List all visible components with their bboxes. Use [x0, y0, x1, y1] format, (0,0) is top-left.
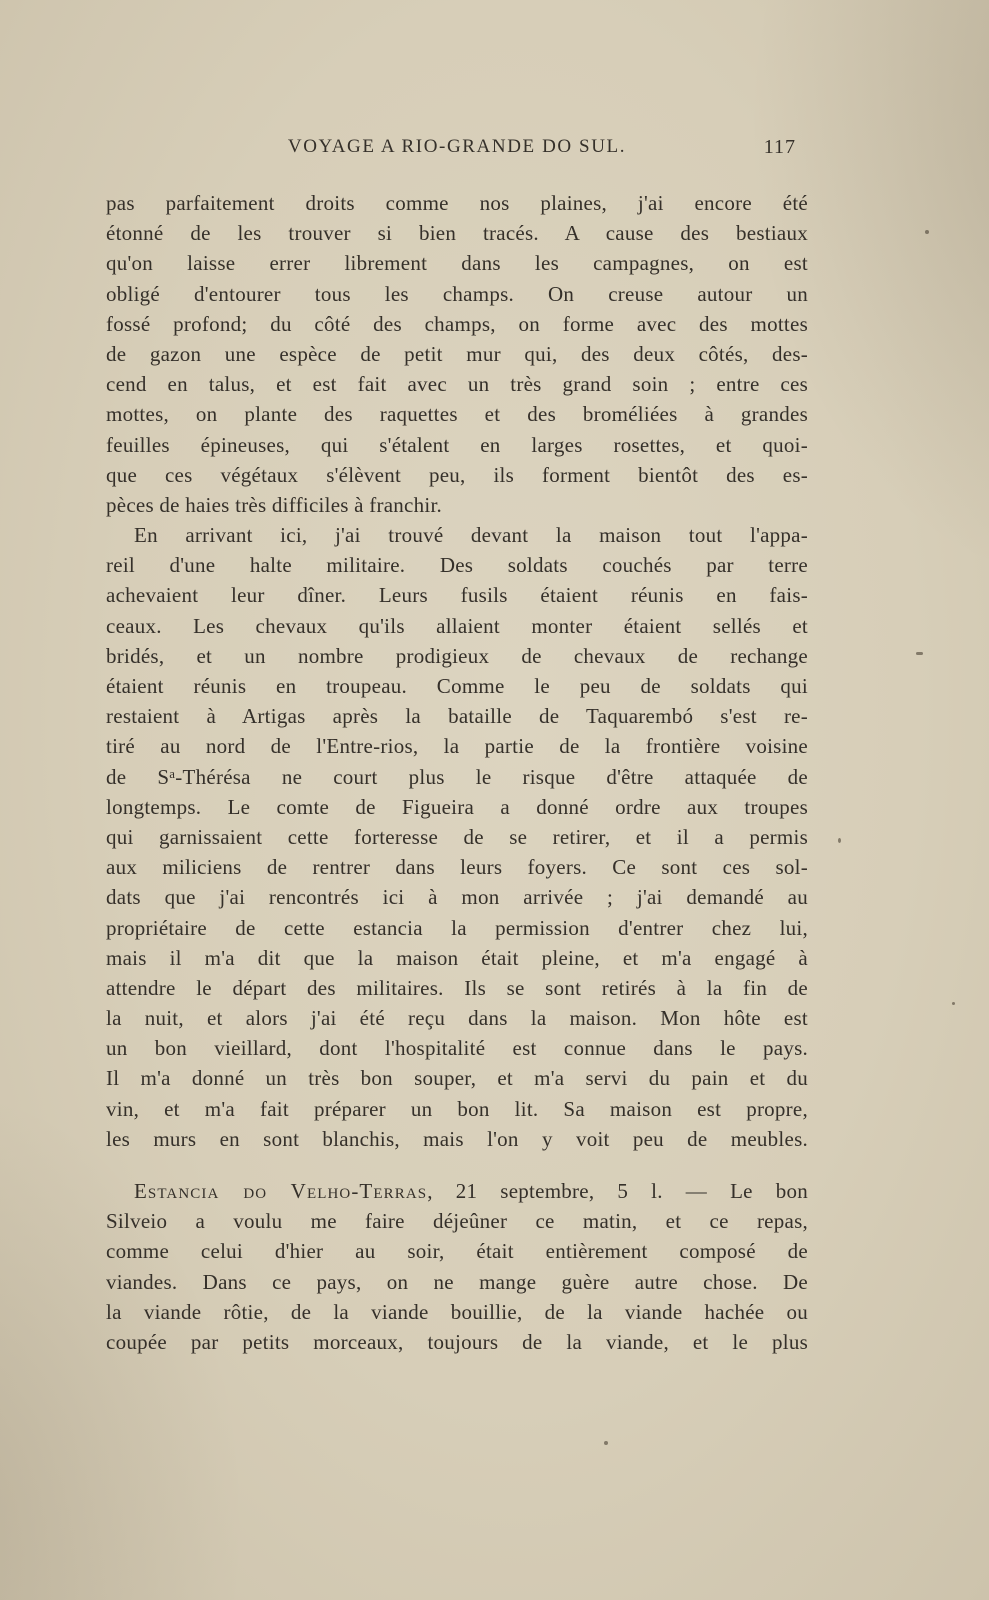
text-line: pèces de haies très difficiles à franchir.	[106, 492, 443, 517]
text-line: comme celui d'hier au soir, était entièrement composé de	[106, 1239, 808, 1264]
text-line: reil d'une halte militaire. Des soldats couchés par terre	[106, 553, 808, 578]
text-line: mais il m'a dit que la maison était pleine, et m'a engagé à	[106, 945, 808, 970]
text-line: cend en talus, et est fait avec un très grand soin ; entre ces	[106, 372, 808, 397]
paper-speck	[604, 1441, 608, 1445]
text-line: de Sᵃ-Thérésa ne court plus le risque d'être attaquée de	[106, 764, 808, 789]
text-line: Il m'a donné un très bon souper, et m'a servi du pain et du	[106, 1066, 808, 1091]
text-line: aux miliciens de rentrer dans leurs foyers. Ce sont ces sol-	[106, 855, 808, 880]
text-line: Silveio a voulu me faire déjeûner ce matin, et ce repas,	[106, 1209, 808, 1234]
paper-speck	[838, 838, 841, 843]
page-number: 117	[763, 136, 796, 158]
paragraph	[106, 188, 808, 520]
text-line: mottes, on plante des raquettes et des broméliées à grandes	[106, 402, 808, 427]
paper-speck	[925, 230, 929, 234]
text-line: de gazon une espèce de petit mur qui, des deux côtés, des-	[106, 341, 808, 366]
text-line: les murs en sont blanchis, mais l'on y voit peu de meubles.	[106, 1126, 808, 1151]
text-line: En arrivant ici, j'ai trouvé devant la maison tout l'appa-	[134, 523, 808, 548]
text-line: étaient réunis en troupeau. Comme le peu de soldats qui	[106, 674, 808, 698]
text-line: pas parfaitement droits comme nos plaines, j'ai encore été	[106, 191, 808, 215]
section-lead: Estancia do Velho-Terras	[134, 1179, 428, 1203]
text-line: longtemps. Le comte de Figueira a donné ordre aux troupes	[106, 794, 808, 819]
text-line-rest: , 21 septembre, 5 l. — Le bon	[427, 1179, 808, 1203]
text-line: la viande rôtie, de la viande bouillie, de la viande hachée ou	[106, 1299, 808, 1324]
text-line: fossé profond; du côté des champs, on forme avec des mottes	[106, 311, 808, 336]
text-line	[106, 1176, 808, 1206]
paragraph	[106, 520, 808, 1154]
text-line: viandes. Dans ce pays, on ne mange guère autre chose. De	[106, 1269, 808, 1294]
text-line: restaient à Artigas après la bataille de Taquarembó s'est re-	[106, 704, 808, 729]
text-line: coupée par petits morceaux, toujours de la viande, et le plus	[106, 1329, 808, 1354]
text-line: un bon vieillard, dont l'hospitalité est connue dans le pays.	[106, 1036, 808, 1061]
text-line: vin, et m'a fait préparer un bon lit. Sa maison est propre,	[106, 1096, 808, 1121]
paragraph	[106, 1176, 808, 1357]
text-line: qui garnissaient cette forteresse de se retirer, et il a permis	[106, 824, 808, 849]
running-title: VOYAGE A RIO-GRANDE DO SUL.	[287, 136, 627, 157]
text-line: qu'on laisse errer librement dans les campagnes, on est	[106, 251, 808, 276]
text-line: obligé d'entourer tous les champs. On creuse autour un	[106, 281, 808, 306]
page-header	[106, 136, 808, 162]
text-line: achevaient leur dîner. Leurs fusils étaient réunis en fais-	[106, 583, 808, 608]
text-line: tiré au nord de l'Entre-rios, la partie de la frontière voisine	[106, 734, 808, 759]
paper-speck	[916, 652, 923, 655]
text-line: ceaux. Les chevaux qu'ils allaient monter étaient sellés et	[106, 613, 808, 638]
text-block	[106, 188, 808, 1357]
text-line: propriétaire de cette estancia la permission d'entrer chez lui,	[106, 915, 808, 940]
text-line: la nuit, et alors j'ai été reçu dans la maison. Mon hôte est	[106, 1006, 808, 1031]
text-line: dats que j'ai rencontrés ici à mon arrivée ; j'ai demandé au	[106, 885, 808, 910]
text-line: étonné de les trouver si bien tracés. A cause des bestiaux	[106, 221, 808, 246]
text-line: que ces végétaux s'élèvent peu, ils forment bientôt des es-	[106, 462, 808, 487]
paper-speck	[952, 1002, 955, 1005]
text-line: attendre le départ des militaires. Ils se sont retirés à la fin de	[106, 975, 808, 1000]
text-line: bridés, et un nombre prodigieux de chevaux de rechange	[106, 643, 808, 668]
text-line: feuilles épineuses, qui s'étalent en larges rosettes, et quoi-	[106, 432, 808, 457]
